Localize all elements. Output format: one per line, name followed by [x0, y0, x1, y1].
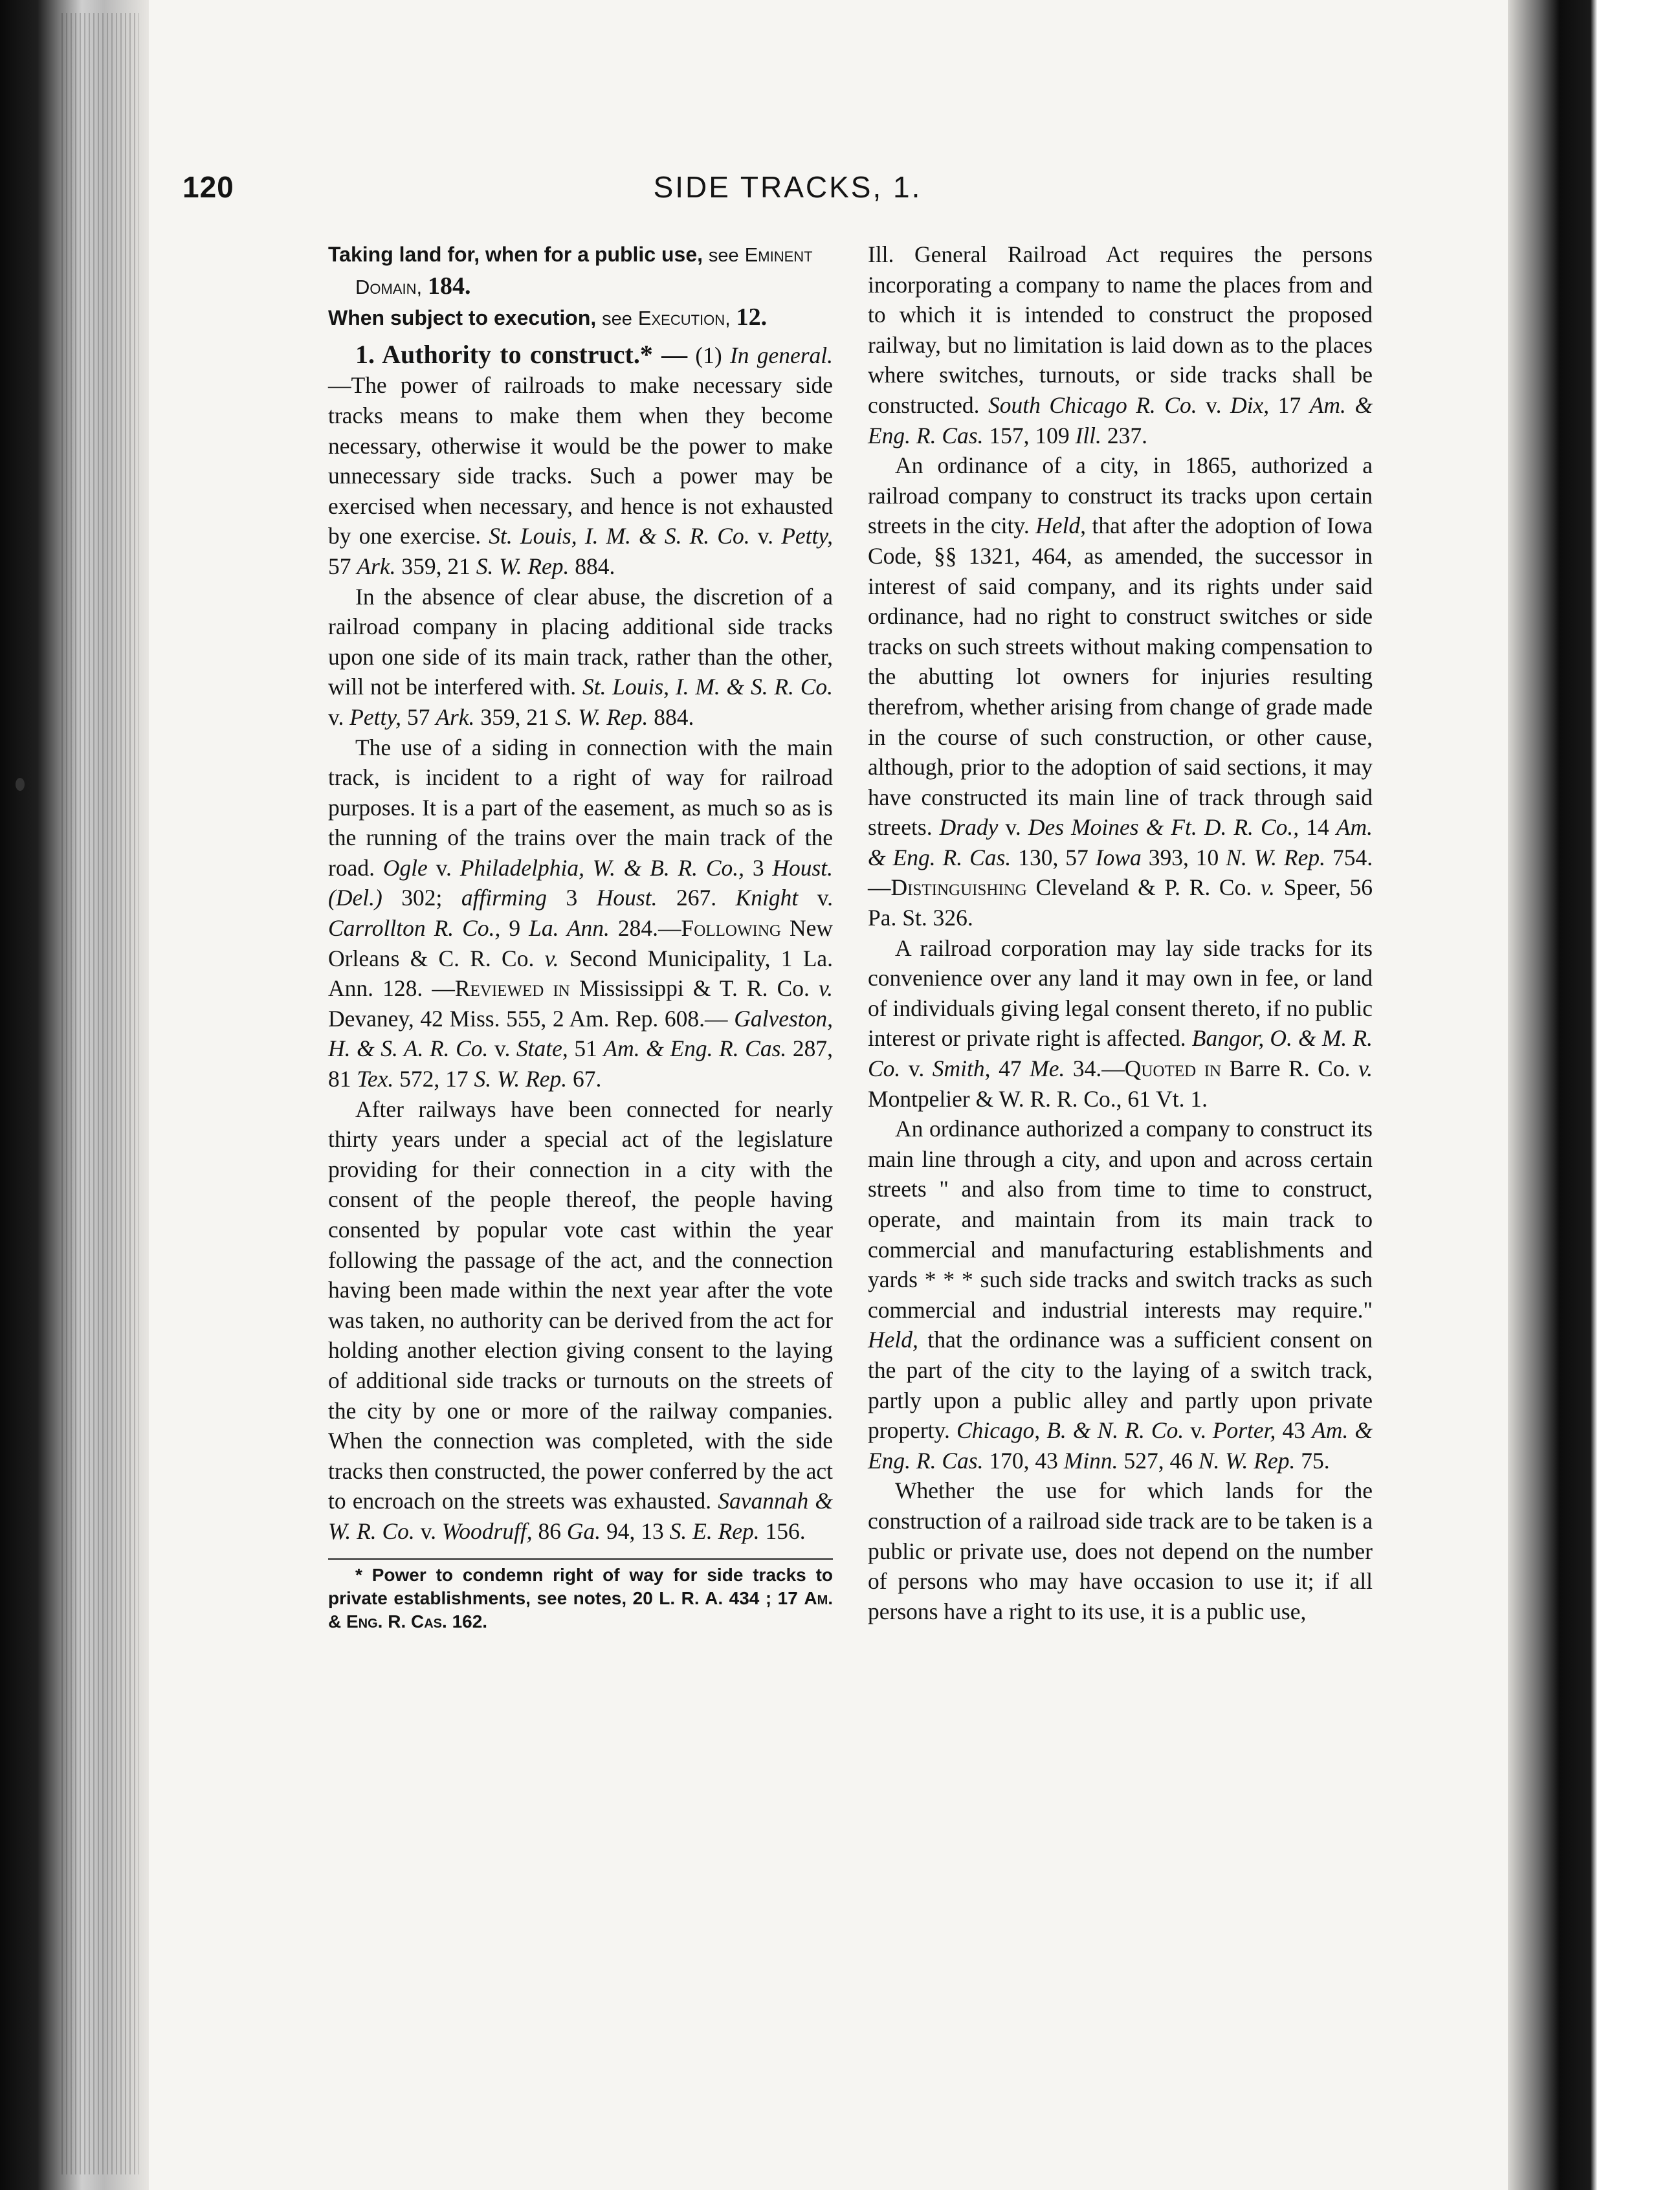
- paragraph: Ill. General Railroad Act requires the persons incorporating a company to name the places from and to which it is intended to construct the proposed railway, but no limitation is laid down as to the places where switches, turnouts, or side tracks shall be constructed. South Chicago R. Co. v. Dix, 17 Am. & Eng. R. Cas. 157, 109 Ill. 237.: [868, 241, 1373, 448]
- right-column: [868, 239, 1373, 1626]
- cross-reference: Taking land for, when for a public use, see Eminent Domain, 184.: [328, 243, 813, 300]
- footnote-divider: [328, 1558, 833, 1560]
- book-spine-edge: [0, 0, 149, 2190]
- page-number: 120: [182, 170, 234, 204]
- section-heading: 1. Authority to construct.* —: [355, 339, 688, 369]
- paragraph: A railroad corporation may lay side tracks for its convenience over any land it may own in fee, or land of individuals giving legal consent thereto, if no public interest or private right is affected. Bangor, O. & M. R. Co. v. Smith, 47 Me. 34.—Quoted in Barre R. Co. v. Montpelier & W. R. R. Co., 61 Vt. 1.: [868, 935, 1373, 1112]
- paragraph: Whether the use for which lands for the construction of a railroad side track are to be taken is a public or private use, does not depend on the number of persons who may have occasion to use it; if all persons have a right to its use, it is a public use,: [868, 1477, 1373, 1624]
- paragraph: In the absence of clear abuse, the discretion of a railroad company in placing additional side tracks upon one side of its main track, rather than the other, will not be interfered with. St. Louis, I. M. & S. R. Co. v. Petty, 57 Ark. 359, 21 S. W. Rep. 884.: [328, 583, 834, 730]
- scan-speck: [16, 778, 25, 791]
- paragraph: The use of a siding in connection with the main track, is incident to a right of way for railroad purposes. It is a part of the easement, as much so as is the running of the trains over the main track of the road. Ogle v. Philadelphia, W. & B. R. Co., 3 Houst. (Del.) 302; affirming 3 Houst. 267. Knight v. Carrollton R. Co., 9 La. Ann. 284.—Following New Orleans & C. R. Co. v. Second Municipality, 1 La. Ann. 128. —Reviewed in Mississippi & T. R. Co. v. Devaney, 42 Miss. 555, 2 Am. Rep. 608.— Galveston, H. & S. A. R. Co. v. State, 51 Am. & Eng. R. Cas. 287, 81 Tex. 572, 17 S. W. Rep. 67.: [328, 734, 834, 1092]
- running-title: SIDE TRACKS, 1.: [653, 170, 922, 204]
- paragraph: An ordinance of a city, in 1865, authorized a railroad company to construct its tracks upon certain streets in the city. Held, that after the adoption of Iowa Code, §§ 1321, 464, as amended, the successor in interest of said company, and its rights under said ordinance, had no right to construct switches or side tracks on such streets without making compensation to the abutting lot owners for injuries resulting therefrom, whether arising from change of grade made in the course of such construction, or other cause, although, prior to the adoption of said sections, it may have constructed its main line of track through said streets. Drady v. Des Moines & Ft. D. R. Co., 14 Am. & Eng. R. Cas. 130, 57 Iowa 393, 10 N. W. Rep. 754.—Distinguishing Cleveland & P. R. Co. v. Speer, 56 Pa. St. 326.: [868, 452, 1373, 931]
- left-column: [328, 239, 833, 1633]
- page-header: [182, 170, 1393, 208]
- footnote: * Power to condemn right of way for side tracks to private establishments, see notes, 20 L. R. A. 434 ; 17 Am. & Eng. R. Cas. 162.: [328, 1564, 834, 1631]
- right-gutter: [1508, 0, 1680, 2190]
- paragraph: An ordinance authorized a company to construct its main line through a city, and upon and across certain streets " and also from time to time to construct, operate, and maintain from its main track to commercial and manufacturing establishments and yards * * * such side tracks and switch tracks as such commercial and industrial interests may require." Held, that the ordinance was a sufficient consent on the part of the city to the laying of a switch track, partly upon a public alley and partly upon private property. Chicago, B. & N. R. Co. v. Porter, 43 Am. & Eng. R. Cas. 170, 43 Minn. 527, 46 N. W. Rep. 75.: [868, 1116, 1373, 1474]
- page-stack-lines: [61, 13, 139, 2174]
- cross-reference: When subject to execution, see Execution, 12.: [328, 304, 768, 331]
- paragraph: After railways have been connected for nearly thirty years under a special act of the legislature providing for their connection in a city with the consent of the people thereof, the people having consented by popular vote cast within the year following the passage of the act, and the connection having been made within the next year after the vote was taken, no authority can be derived from the act for holding another election giving consent to the laying of additional side tracks or turnouts on the streets of the city by one or more of the railway companies. When the connection was completed, with the side tracks then constructed, the power conferred by the act to encroach on the streets was exhausted. Savannah & W. R. Co. v. Woodruff, 86 Ga. 94, 13 S. E. Rep. 156.: [328, 1096, 834, 1544]
- paragraph: 1. Authority to construct.* — (1) In general.—The power of railroads to make necessary side tracks means to make them when they become necessary, otherwise it would be the power to make unnecessary side tracks. Such a power may be exercised when necessary, and hence is not exhausted by one exercise. St. Louis, I. M. & S. R. Co. v. Petty, 57 Ark. 359, 21 S. W. Rep. 884.: [328, 339, 834, 579]
